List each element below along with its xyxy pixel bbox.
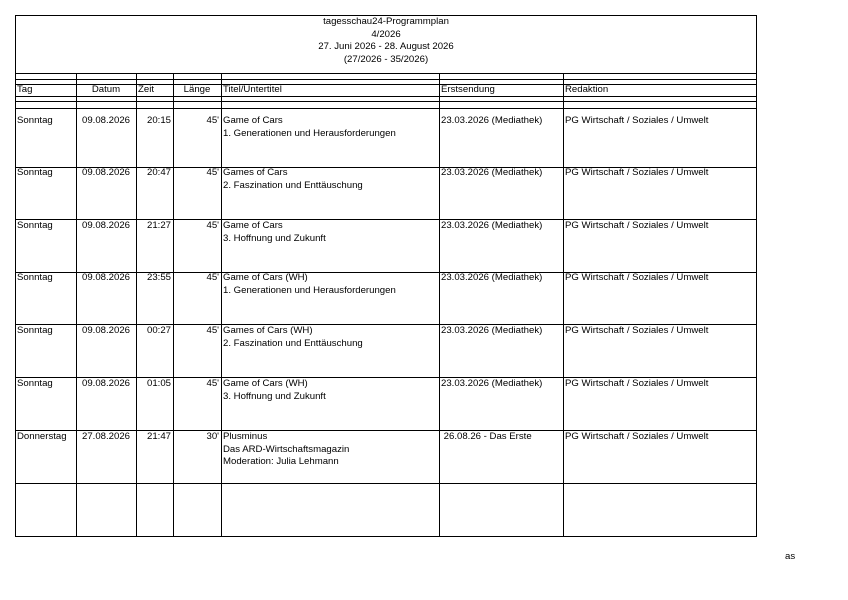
footer-initials: as <box>785 551 796 562</box>
program-title: Game of Cars (WH) <box>223 378 308 389</box>
program-title: Games of Cars (WH) <box>223 325 313 336</box>
cell-erst: 23.03.2026 (Mediathek) <box>441 378 543 389</box>
cell-zeit: 01:05 <box>146 378 171 389</box>
cell-redaktion: PG Wirtschaft / Soziales / Umwelt <box>565 272 709 283</box>
period-range: 27. Juni 2026 - 28. August 2026 <box>318 41 454 52</box>
program-title: Plusminus <box>223 431 268 442</box>
cell-zeit: 20:15 <box>146 115 171 126</box>
program-subtitle: 3. Hoffnung und Zukunft <box>223 390 326 402</box>
cell-erst: 26.08.26 - Das Erste <box>441 431 532 442</box>
cell-erst: 23.03.2026 (Mediathek) <box>441 272 543 283</box>
column-header: Erstsendung <box>441 84 495 95</box>
cell-tag: Sonntag <box>17 115 53 126</box>
cell-redaktion: PG Wirtschaft / Soziales / Umwelt <box>565 167 709 178</box>
cell-zeit: 21:47 <box>146 431 171 442</box>
issue-number: 4/2026 <box>371 28 401 40</box>
program-subtitle: 1. Generationen und Herausforderungen <box>223 284 396 296</box>
table-rule <box>15 73 757 74</box>
cell-tag: Sonntag <box>17 378 53 389</box>
cell-datum: 09.08.2026 <box>81 167 130 178</box>
cell-zeit: 00:27 <box>146 325 171 336</box>
document-header <box>15 15 757 66</box>
cell-laenge: 30' <box>206 431 219 442</box>
cell-laenge: 45' <box>206 167 219 178</box>
column-header: Länge <box>183 84 211 95</box>
table-rule <box>15 101 757 102</box>
table-rule <box>15 108 757 109</box>
column-header: Titel/Untertitel <box>223 84 282 95</box>
cell-redaktion: PG Wirtschaft / Soziales / Umwelt <box>565 378 709 389</box>
cell-zeit: 21:27 <box>146 220 171 231</box>
cell-redaktion: PG Wirtschaft / Soziales / Umwelt <box>565 431 709 442</box>
cell-laenge: 45' <box>206 115 219 126</box>
column-header: Redaktion <box>565 84 609 95</box>
cell-erst: 23.03.2026 (Mediathek) <box>441 167 543 178</box>
cell-datum: 09.08.2026 <box>81 378 130 389</box>
program-subtitle: Das ARD-Wirtschaftsmagazin <box>223 443 350 455</box>
program-subtitle: Moderation: Julia Lehmann <box>223 456 339 467</box>
cell-laenge: 45' <box>206 378 219 389</box>
cell-erst: 23.03.2026 (Mediathek) <box>441 115 543 126</box>
week-range: (27/2026 - 35/2026) <box>343 53 429 65</box>
cell-datum: 09.08.2026 <box>81 220 130 231</box>
cell-redaktion: PG Wirtschaft / Soziales / Umwelt <box>565 325 709 336</box>
cell-zeit: 20:47 <box>146 167 171 178</box>
table-rule <box>15 483 757 484</box>
table-rule <box>15 79 757 80</box>
cell-datum: 09.08.2026 <box>81 115 130 126</box>
cell-laenge: 45' <box>206 272 219 283</box>
cell-tag: Donnerstag <box>17 431 67 442</box>
cell-datum: 09.08.2026 <box>81 325 130 336</box>
cell-datum: 09.08.2026 <box>81 272 130 283</box>
program-title: Game of Cars <box>223 220 283 231</box>
document-title: tagesschau24-Programmplan <box>323 16 449 27</box>
cell-tag: Sonntag <box>17 325 53 336</box>
program-subtitle: 1. Generationen und Herausforderungen <box>223 127 396 139</box>
program-subtitle: 3. Hoffnung und Zukunft <box>223 232 326 244</box>
cell-laenge: 45' <box>206 325 219 336</box>
program-title: Games of Cars <box>223 167 288 178</box>
program-subtitle: 2. Faszination und Enttäuschung <box>223 179 363 191</box>
cell-tag: Sonntag <box>17 272 53 283</box>
cell-redaktion: PG Wirtschaft / Soziales / Umwelt <box>565 220 709 231</box>
cell-redaktion: PG Wirtschaft / Soziales / Umwelt <box>565 115 709 126</box>
cell-datum: 27.08.2026 <box>81 431 130 442</box>
cell-laenge: 45' <box>206 220 219 231</box>
program-subtitle: 2. Faszination und Enttäuschung <box>223 337 363 349</box>
program-title: Game of Cars (WH) <box>223 272 308 283</box>
program-title: Game of Cars <box>223 115 283 126</box>
cell-erst: 23.03.2026 (Mediathek) <box>441 325 543 336</box>
column-header: Zeit <box>138 84 154 95</box>
cell-tag: Sonntag <box>17 167 53 178</box>
table-rule <box>15 536 757 537</box>
column-header: Datum <box>91 84 121 95</box>
cell-zeit: 23:55 <box>146 272 171 283</box>
cell-tag: Sonntag <box>17 220 53 231</box>
cell-erst: 23.03.2026 (Mediathek) <box>441 220 543 231</box>
column-header: Tag <box>17 84 33 95</box>
